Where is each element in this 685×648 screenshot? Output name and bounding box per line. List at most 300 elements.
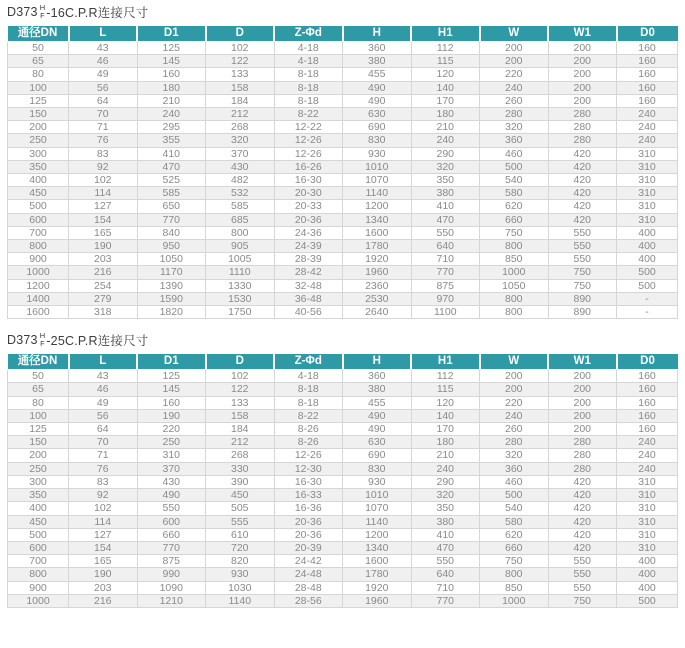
table-cell: 1090 [137,581,206,594]
table-cell: 200 [548,383,617,396]
table-cell: 1050 [480,279,549,292]
table-cell: 240 [411,462,480,475]
table-cell: 455 [343,396,412,409]
table-cell: 890 [548,292,617,305]
table-cell: 268 [206,449,275,462]
table-row [8,200,678,213]
column-header: 通径DN [8,354,69,370]
table-cell: 310 [617,541,678,554]
table-cell: 1170 [137,266,206,279]
table-cell: 310 [617,489,678,502]
table-cell: 20-39 [274,541,343,554]
table-cell: 8-22 [274,409,343,422]
table-cell: 750 [548,594,617,607]
table-cell: 4-18 [274,370,343,383]
table-cell: 200 [548,81,617,94]
table-cell: 800 [480,240,549,253]
table-cell: 125 [8,94,69,107]
table-cell: 16-26 [274,160,343,173]
title-sup: H [39,3,46,12]
table-cell: 160 [617,409,678,422]
table-title-pn16 [7,2,678,22]
table-cell: 8-18 [274,396,343,409]
table-cell: 1140 [343,187,412,200]
table-cell: 125 [137,370,206,383]
table-cell: 184 [206,94,275,107]
table-row [8,147,678,160]
table-cell: 16-30 [274,475,343,488]
table-cell: 455 [343,68,412,81]
table-cell: 145 [137,383,206,396]
table-title-pn25 [7,330,678,350]
table-cell: 850 [480,253,549,266]
column-header: W [480,26,549,42]
table-cell: 127 [69,528,138,541]
table-cell: 550 [411,226,480,239]
table-cell: 200 [8,121,69,134]
table-cell: 190 [137,409,206,422]
table-cell: 400 [617,568,678,581]
table-cell: 990 [137,568,206,581]
table-cell: 650 [137,200,206,213]
table-cell: 1200 [8,279,69,292]
table-row [8,55,678,68]
table-cell: 820 [206,555,275,568]
table-cell: 12-26 [274,147,343,160]
table-cell: 280 [548,436,617,449]
table-row [8,475,678,488]
table-cell: 310 [617,147,678,160]
table-cell: 1530 [206,292,275,305]
table-cell: 400 [8,502,69,515]
table-cell: 430 [137,475,206,488]
table-cell: 830 [343,462,412,475]
table-cell: 200 [548,68,617,81]
table-cell: 875 [411,279,480,292]
column-header: D [206,26,275,42]
table-cell: 540 [480,502,549,515]
table-cell: 490 [343,94,412,107]
column-header: D0 [617,354,678,370]
table-row [8,462,678,475]
table-cell: 240 [617,121,678,134]
column-header: Z-Φd [274,354,343,370]
table-cell: 1210 [137,594,206,607]
table-cell: 200 [480,370,549,383]
table-cell: 56 [69,81,138,94]
table-cell: 12-26 [274,134,343,147]
table-cell: 630 [343,436,412,449]
table-cell: 710 [411,581,480,594]
table-cell: 4-18 [274,42,343,55]
table-cell: 320 [411,489,480,502]
table-cell: 355 [137,134,206,147]
table-cell: 380 [411,187,480,200]
table-cell: 65 [8,383,69,396]
table-cell: 500 [480,160,549,173]
table-cell: 200 [548,55,617,68]
table-cell: 1140 [206,594,275,607]
table-cell: 80 [8,396,69,409]
table-cell: 165 [69,555,138,568]
table-cell: 8-18 [274,81,343,94]
table-cell: 190 [69,240,138,253]
table-cell: 800 [480,306,549,319]
table-cell: 254 [69,279,138,292]
table-cell: 49 [69,68,138,81]
table-cell: 165 [69,226,138,239]
table-cell: 125 [8,423,69,436]
table-row [8,68,678,81]
table-cell: 640 [411,568,480,581]
table-cell: 770 [411,266,480,279]
table-cell: 154 [69,541,138,554]
table-row [8,94,678,107]
table-cell: 430 [206,160,275,173]
column-header: D1 [137,354,206,370]
table-cell: 20-36 [274,515,343,528]
column-header: 通径DN [8,26,69,42]
table-cell: 65 [8,55,69,68]
table-cell: 250 [8,462,69,475]
table-row [8,187,678,200]
column-header: H [343,26,412,42]
table-cell: 580 [480,515,549,528]
table-cell: 1110 [206,266,275,279]
table-cell: 490 [343,423,412,436]
table-cell: 220 [480,396,549,409]
table-cell: 410 [137,147,206,160]
column-header: W1 [548,26,617,42]
table-cell: 158 [206,81,275,94]
table-cell: 43 [69,370,138,383]
table-cell: 770 [137,213,206,226]
table-cell: 450 [206,489,275,502]
table-cell: 102 [206,42,275,55]
table-cell: 1920 [343,581,412,594]
table-cell: 770 [411,594,480,607]
table-cell: 950 [137,240,206,253]
table-row [8,541,678,554]
title-model-code: D373 [7,5,38,19]
header-row [8,354,678,370]
table-cell: 280 [548,121,617,134]
table-cell: 210 [411,121,480,134]
table-cell: 190 [69,568,138,581]
table-cell: 122 [206,383,275,396]
table-cell: 1780 [343,568,412,581]
table-cell: 180 [137,81,206,94]
table-cell: 120 [411,68,480,81]
table-cell: 500 [480,489,549,502]
table-cell: 470 [137,160,206,173]
table-section-pn16 [7,2,678,319]
table-cell: 1960 [343,266,412,279]
table-cell: 200 [548,42,617,55]
table-cell: 16-30 [274,174,343,187]
table-cell: 505 [206,502,275,515]
table-cell: 160 [137,68,206,81]
table-cell: 290 [411,147,480,160]
table-cell: 220 [480,68,549,81]
table-cell: 200 [480,55,549,68]
table-cell: 400 [617,555,678,568]
column-header: D1 [137,26,206,42]
table-cell: 800 [480,292,549,305]
table-row [8,160,678,173]
table-cell: 1000 [8,266,69,279]
table-row [8,108,678,121]
table-cell: 114 [69,187,138,200]
table-cell: 400 [617,581,678,594]
table-cell: 220 [137,423,206,436]
table-cell: 290 [411,475,480,488]
table-cell: 700 [8,555,69,568]
table-cell: 830 [343,134,412,147]
table-cell: 1590 [137,292,206,305]
table-cell: 970 [411,292,480,305]
table-cell: 1820 [137,306,206,319]
table-cell: 750 [480,555,549,568]
table-cell: 260 [480,94,549,107]
table-cell: 660 [480,541,549,554]
table-row [8,292,678,305]
table-cell: 70 [69,108,138,121]
table-cell: 470 [411,541,480,554]
table-cell: 32-48 [274,279,343,292]
table-cell: 102 [69,174,138,187]
table-cell: 240 [480,81,549,94]
table-cell: 620 [480,200,549,213]
table-row [8,121,678,134]
table-cell: 160 [617,383,678,396]
table-cell: 450 [8,187,69,200]
table-cell: 470 [411,213,480,226]
table-cell: 380 [343,383,412,396]
table-cell: 360 [343,370,412,383]
table-cell: 1340 [343,213,412,226]
table-row [8,594,678,607]
table-cell: 127 [69,200,138,213]
table-cell: 112 [411,42,480,55]
table-cell: 49 [69,396,138,409]
table-cell: 720 [206,541,275,554]
title-model-code: D373 [7,333,38,348]
table-cell: 400 [617,253,678,266]
column-header: H1 [411,26,480,42]
table-cell: 550 [411,555,480,568]
table-row [8,502,678,515]
table-cell: 280 [480,108,549,121]
header-row [8,26,678,42]
table-cell: 310 [617,174,678,187]
table-cell: 500 [617,266,678,279]
table-cell: 12-30 [274,462,343,475]
table-cell: 700 [8,226,69,239]
table-row [8,581,678,594]
table-cell: 660 [480,213,549,226]
table-cell: 4-18 [274,55,343,68]
table-cell: 1100 [411,306,480,319]
table-cell: 1200 [343,200,412,213]
column-header: H [343,354,412,370]
table-cell: 279 [69,292,138,305]
table-cell: 1200 [343,528,412,541]
title-suffix: -25C.P.R连接尺寸 [46,334,149,349]
table-cell: 532 [206,187,275,200]
table-cell: 905 [206,240,275,253]
title-hf-stack [40,332,46,348]
table-cell: 770 [137,541,206,554]
table-cell: 550 [137,502,206,515]
table-cell: 420 [548,475,617,488]
table-cell: 140 [411,81,480,94]
table-cell: 150 [8,108,69,121]
table-cell: 310 [617,187,678,200]
table-cell: 28-56 [274,594,343,607]
table-cell: 46 [69,383,138,396]
table-cell: 350 [8,160,69,173]
table-row [8,42,678,55]
table-cell: 310 [617,200,678,213]
table-cell: 170 [411,423,480,436]
column-header: W1 [548,354,617,370]
dimension-table-pn25 [7,354,678,608]
table-cell: 280 [480,436,549,449]
table-cell: 320 [480,449,549,462]
table-cell: 200 [548,370,617,383]
table-cell: 64 [69,94,138,107]
table-cell: 8-18 [274,383,343,396]
table-cell: 390 [206,475,275,488]
table-row [8,266,678,279]
table-cell: 300 [8,475,69,488]
table-cell: 24-48 [274,568,343,581]
table-cell: 580 [480,187,549,200]
table-cell: 318 [69,306,138,319]
table-cell: 1000 [8,594,69,607]
table-cell: 310 [137,449,206,462]
table-cell: 240 [617,108,678,121]
table-cell: 420 [548,502,617,515]
table-cell: 550 [548,253,617,266]
table-cell: 24-39 [274,240,343,253]
column-header: D [206,354,275,370]
table-cell: 20-36 [274,528,343,541]
table-cell: 710 [411,253,480,266]
table-cell: 102 [206,370,275,383]
table-row [8,240,678,253]
table-cell: 200 [548,94,617,107]
table-cell: 550 [548,581,617,594]
table-cell: 102 [69,502,138,515]
table-cell: 76 [69,134,138,147]
table-cell: 295 [137,121,206,134]
table-cell: 212 [206,108,275,121]
table-cell: 930 [206,568,275,581]
table-cell: 550 [548,226,617,239]
table-cell: 310 [617,515,678,528]
table-cell: 180 [411,108,480,121]
table-cell: 840 [137,226,206,239]
table-cell: 154 [69,213,138,226]
table-cell: 280 [548,134,617,147]
table-cell: 875 [137,555,206,568]
table-cell: 410 [411,200,480,213]
table-cell: 160 [617,55,678,68]
table-cell: 210 [137,94,206,107]
table-cell: 1750 [206,306,275,319]
table-cell: 200 [480,383,549,396]
table-section-pn25 [7,330,678,608]
table-cell: 550 [548,240,617,253]
table-cell: 420 [548,147,617,160]
table-cell: 50 [8,370,69,383]
table-cell: 280 [548,449,617,462]
table-cell: 1030 [206,581,275,594]
table-cell: 310 [617,528,678,541]
table-cell: 1780 [343,240,412,253]
table-cell: 133 [206,68,275,81]
title-hf-stack [40,4,46,20]
table-cell: 800 [480,568,549,581]
table-cell: 64 [69,423,138,436]
table-cell: 1010 [343,489,412,502]
table-row [8,253,678,266]
table-cell: 240 [617,462,678,475]
table-cell: 92 [69,160,138,173]
table-cell: 1920 [343,253,412,266]
table-cell: 320 [411,160,480,173]
table-row [8,449,678,462]
table-cell: 540 [480,174,549,187]
table-cell: 158 [206,409,275,422]
table-row [8,383,678,396]
column-header: L [69,354,138,370]
table-cell: 350 [8,489,69,502]
table-row [8,568,678,581]
table-row [8,370,678,383]
table-cell: 8-26 [274,436,343,449]
table-cell: 145 [137,55,206,68]
column-header: D0 [617,26,678,42]
table-cell: 20-30 [274,187,343,200]
table-cell: 150 [8,436,69,449]
table-cell: 56 [69,409,138,422]
table-cell: 160 [617,68,678,81]
table-cell: 240 [617,449,678,462]
table-cell: 420 [548,200,617,213]
table-cell: 46 [69,55,138,68]
table-cell: 76 [69,462,138,475]
table-cell: 310 [617,502,678,515]
table-cell: 360 [343,42,412,55]
table-cell: 280 [548,108,617,121]
table-cell: 750 [480,226,549,239]
table-cell: 500 [8,528,69,541]
table-cell: 300 [8,147,69,160]
table-row [8,174,678,187]
table-cell: 410 [411,528,480,541]
table-row [8,226,678,239]
table-row [8,134,678,147]
table-cell: 1000 [480,266,549,279]
table-cell: 203 [69,581,138,594]
column-header: W [480,354,549,370]
table-cell: 115 [411,55,480,68]
table-cell: 83 [69,475,138,488]
table-cell: 350 [411,502,480,515]
